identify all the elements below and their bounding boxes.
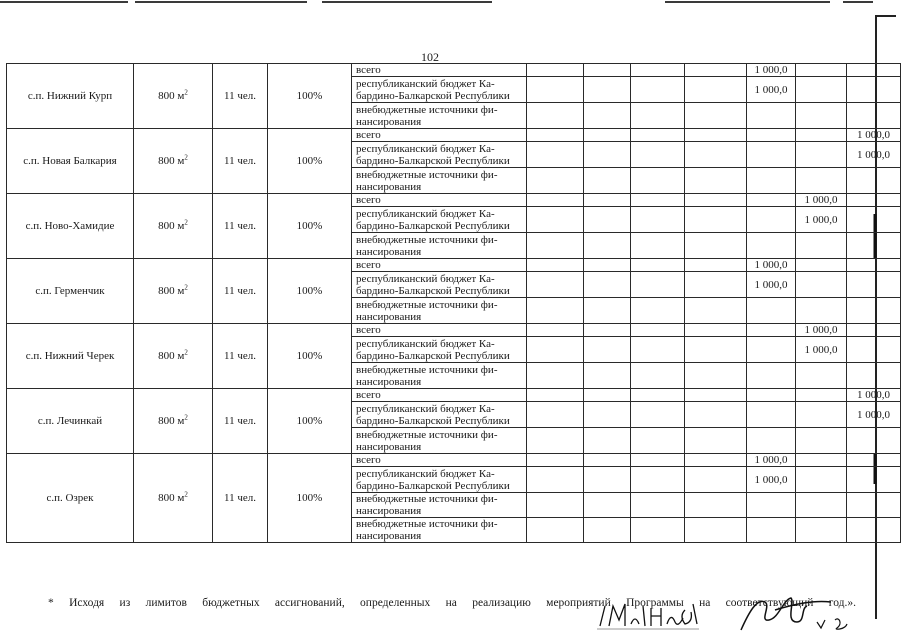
amount-cell [847, 259, 901, 272]
footnote: * Исходя из лимитов бюджетных ассигнований, определенных на реализацию мероприятий Программы на соответствующий год.». [48, 597, 856, 609]
amount-cell [631, 103, 685, 129]
amount-cell [584, 518, 631, 543]
table-row [7, 259, 901, 272]
handwritten-signature [735, 592, 855, 636]
amount-cell [685, 64, 747, 77]
amount-cell [584, 467, 631, 493]
amount-cell [847, 337, 901, 363]
amount-cell [796, 103, 847, 129]
amount-cell [685, 337, 747, 363]
settlement-name: с.п. Нижний Курп [27, 90, 113, 102]
amount-cell [796, 64, 847, 77]
amount-cell [796, 467, 847, 493]
amount-cell [584, 272, 631, 298]
funding-source-label: всего [352, 194, 527, 207]
funding-source-label: республиканский бюджет Ка- бардино-Балкарской Республики [352, 402, 527, 428]
amount-cell: 1 000,0 [796, 207, 847, 233]
amount-cell [847, 493, 901, 518]
amount-cell [747, 518, 796, 543]
amount-cell [796, 168, 847, 194]
amount-cell [685, 493, 747, 518]
funding-source-label: республиканский бюджет Ка- бардино-Балкарской Республики [352, 142, 527, 168]
funding-source-label: республиканский бюджет Ка- бардино-Балкарской Республики [352, 77, 527, 103]
amount-cell [631, 64, 685, 77]
amount-cell [747, 142, 796, 168]
amount-cell [747, 207, 796, 233]
people-count: 11 чел. [224, 285, 256, 297]
amount-cell [631, 298, 685, 324]
amount-cell [847, 272, 901, 298]
amount-cell [631, 389, 685, 402]
area-unit-superscript: 2 [184, 218, 188, 227]
percent-value: 100% [296, 220, 323, 232]
people-count: 11 чел. [224, 155, 256, 167]
amount-cell: 1 000,0 [747, 454, 796, 467]
amount-cell: 1 000,0 [747, 467, 796, 493]
people-count: 11 чел. [224, 350, 256, 362]
amount-cell [847, 428, 901, 454]
area-value: 800 м [158, 415, 185, 427]
table-row [7, 389, 901, 402]
amount-cell [796, 389, 847, 402]
people-count: 11 чел. [224, 492, 256, 504]
settlement-name: с.п. Новая Балкария [23, 155, 117, 167]
settlement-name: с.п. Нижний Черек [25, 350, 115, 362]
amount-cell [631, 77, 685, 103]
amount-cell [584, 493, 631, 518]
people-count: 11 чел. [224, 415, 256, 427]
amount-cell [584, 64, 631, 77]
amount-cell [527, 324, 584, 337]
amount-cell [527, 272, 584, 298]
amount-cell [527, 64, 584, 77]
area-value: 800 м [158, 285, 185, 297]
percent-value: 100% [296, 415, 323, 427]
amount-cell [685, 233, 747, 259]
amount-cell [847, 363, 901, 389]
amount-cell [631, 402, 685, 428]
amount-cell [685, 428, 747, 454]
scan-artifact-line [322, 1, 492, 3]
amount-cell [584, 428, 631, 454]
amount-cell [631, 493, 685, 518]
amount-cell [527, 518, 584, 543]
amount-cell [527, 389, 584, 402]
table-row [7, 454, 901, 467]
amount-cell: 1 000,0 [847, 402, 901, 428]
percent-value: 100% [296, 155, 323, 167]
amount-cell [747, 389, 796, 402]
scan-artifact-line [665, 1, 830, 3]
amount-cell: 1 000,0 [747, 259, 796, 272]
amount-cell [685, 259, 747, 272]
amount-cell [747, 168, 796, 194]
amount-cell [584, 363, 631, 389]
amount-cell [527, 194, 584, 207]
amount-cell [796, 272, 847, 298]
amount-cell [527, 298, 584, 324]
amount-cell [847, 64, 901, 77]
area-unit-superscript: 2 [184, 348, 188, 357]
amount-cell [747, 298, 796, 324]
funding-source-label: внебюджетные источники фи- нансирования [352, 298, 527, 324]
area-value: 800 м [158, 492, 185, 504]
amount-cell [685, 467, 747, 493]
percent-value: 100% [296, 90, 323, 102]
amount-cell [631, 518, 685, 543]
amount-cell [847, 518, 901, 543]
funding-source-label: внебюджетные источники фи- нансирования [352, 103, 527, 129]
amount-cell: 1 000,0 [747, 64, 796, 77]
people-count: 11 чел. [224, 220, 256, 232]
area-value: 800 м [158, 90, 185, 102]
funding-source-label: всего [352, 259, 527, 272]
amount-cell [685, 142, 747, 168]
funding-source-label: республиканский бюджет Ка- бардино-Балкарской Республики [352, 467, 527, 493]
settlement-name: с.п. Лечинкай [37, 415, 103, 427]
scan-artifact-line [135, 1, 307, 3]
amount-cell [796, 77, 847, 103]
amount-cell [584, 233, 631, 259]
amount-cell [685, 194, 747, 207]
amount-cell [527, 363, 584, 389]
budget-table [6, 63, 901, 543]
amount-cell [584, 324, 631, 337]
amount-cell [584, 389, 631, 402]
scan-artifact-line [0, 1, 128, 3]
amount-cell: 1 000,0 [796, 194, 847, 207]
amount-cell [527, 168, 584, 194]
amount-cell [584, 129, 631, 142]
amount-cell [685, 518, 747, 543]
amount-cell [584, 259, 631, 272]
funding-source-label: республиканский бюджет Ка- бардино-Балкарской Республики [352, 207, 527, 233]
amount-cell [685, 298, 747, 324]
amount-cell [584, 454, 631, 467]
amount-cell [527, 77, 584, 103]
amount-cell [847, 454, 901, 467]
area-unit-superscript: 2 [184, 283, 188, 292]
amount-cell [584, 168, 631, 194]
amount-cell [685, 324, 747, 337]
percent-value: 100% [296, 350, 323, 362]
amount-cell [796, 363, 847, 389]
amount-cell [584, 402, 631, 428]
amount-cell [527, 454, 584, 467]
amount-cell [685, 129, 747, 142]
funding-source-label: всего [352, 454, 527, 467]
amount-cell [631, 363, 685, 389]
amount-cell [685, 363, 747, 389]
amount-cell: 1 000,0 [747, 272, 796, 298]
table-row [7, 129, 901, 142]
amount-cell [847, 324, 901, 337]
amount-cell [631, 233, 685, 259]
amount-cell [527, 142, 584, 168]
amount-cell [847, 233, 901, 259]
area-unit-superscript: 2 [184, 153, 188, 162]
amount-cell [747, 103, 796, 129]
funding-source-label: всего [352, 64, 527, 77]
funding-source-label: внебюджетные источники фи- нансирования [352, 518, 527, 543]
amount-cell [631, 168, 685, 194]
amount-cell [527, 103, 584, 129]
amount-cell [527, 467, 584, 493]
amount-cell [584, 207, 631, 233]
amount-cell [685, 389, 747, 402]
amount-cell [631, 194, 685, 207]
amount-cell [847, 467, 901, 493]
funding-source-label: республиканский бюджет Ка- бардино-Балкарской Республики [352, 272, 527, 298]
amount-cell [747, 493, 796, 518]
amount-cell [631, 428, 685, 454]
table-row [7, 194, 901, 207]
people-count: 11 чел. [224, 90, 256, 102]
amount-cell: 1 000,0 [796, 337, 847, 363]
amount-cell [584, 194, 631, 207]
amount-cell [685, 272, 747, 298]
amount-cell [796, 129, 847, 142]
amount-cell [685, 77, 747, 103]
amount-cell: 1 000,0 [847, 389, 901, 402]
area-value: 800 м [158, 155, 185, 167]
area-value: 800 м [158, 220, 185, 232]
amount-cell [747, 402, 796, 428]
page-number: 102 [421, 50, 439, 64]
area-unit-superscript: 2 [184, 88, 188, 97]
amount-cell [796, 518, 847, 543]
funding-source-label: внебюджетные источники фи- нансирования [352, 428, 527, 454]
funding-source-label: республиканский бюджет Ка- бардино-Балкарской Республики [352, 337, 527, 363]
funding-source-label: внебюджетные источники фи- нансирования [352, 233, 527, 259]
amount-cell [847, 168, 901, 194]
amount-cell [584, 298, 631, 324]
amount-cell [631, 207, 685, 233]
amount-cell [747, 324, 796, 337]
amount-cell [631, 337, 685, 363]
amount-cell [584, 142, 631, 168]
funding-source-label: внебюджетные источники фи- нансирования [352, 493, 527, 518]
amount-cell [685, 402, 747, 428]
amount-cell [796, 428, 847, 454]
amount-cell [631, 324, 685, 337]
amount-cell [796, 402, 847, 428]
funding-source-label: всего [352, 129, 527, 142]
amount-cell [527, 428, 584, 454]
handwritten-signature-name [595, 598, 705, 632]
amount-cell [685, 168, 747, 194]
amount-cell [685, 207, 747, 233]
amount-cell [584, 103, 631, 129]
area-unit-superscript: 2 [184, 413, 188, 422]
amount-cell [796, 233, 847, 259]
amount-cell [847, 207, 901, 233]
amount-cell [631, 259, 685, 272]
amount-cell [527, 337, 584, 363]
amount-cell [527, 207, 584, 233]
funding-source-label: всего [352, 324, 527, 337]
amount-cell [796, 454, 847, 467]
amount-cell [631, 129, 685, 142]
funding-source-label: внебюджетные источники фи- нансирования [352, 363, 527, 389]
amount-cell [847, 103, 901, 129]
amount-cell: 1 000,0 [747, 77, 796, 103]
amount-cell [631, 142, 685, 168]
amount-cell [747, 428, 796, 454]
amount-cell: 1 000,0 [847, 129, 901, 142]
amount-cell [584, 337, 631, 363]
table-row [7, 64, 901, 77]
funding-source-label: всего [352, 389, 527, 402]
amount-cell [527, 129, 584, 142]
amount-cell [847, 77, 901, 103]
amount-cell [747, 363, 796, 389]
amount-cell [527, 493, 584, 518]
amount-cell [747, 233, 796, 259]
amount-cell [796, 298, 847, 324]
amount-cell [747, 337, 796, 363]
table-row [7, 324, 901, 337]
amount-cell [527, 259, 584, 272]
amount-cell [685, 103, 747, 129]
percent-value: 100% [296, 492, 323, 504]
amount-cell [631, 272, 685, 298]
percent-value: 100% [296, 285, 323, 297]
amount-cell [631, 467, 685, 493]
settlement-name: с.п. Ново-Хамидие [25, 220, 115, 232]
amount-cell [847, 194, 901, 207]
amount-cell [796, 142, 847, 168]
amount-cell [796, 259, 847, 272]
funding-source-label: внебюджетные источники фи- нансирования [352, 168, 527, 194]
amount-cell [584, 77, 631, 103]
amount-cell [796, 493, 847, 518]
scan-artifact-line [843, 1, 873, 3]
area-value: 800 м [158, 350, 185, 362]
amount-cell [747, 194, 796, 207]
amount-cell [527, 233, 584, 259]
amount-cell [631, 454, 685, 467]
settlement-name: с.п. Герменчик [35, 285, 105, 297]
amount-cell: 1 000,0 [847, 142, 901, 168]
area-unit-superscript: 2 [184, 490, 188, 499]
amount-cell [847, 298, 901, 324]
amount-cell: 1 000,0 [796, 324, 847, 337]
amount-cell [747, 129, 796, 142]
amount-cell [527, 402, 584, 428]
settlement-name: с.п. Озрек [46, 492, 94, 504]
amount-cell [685, 454, 747, 467]
